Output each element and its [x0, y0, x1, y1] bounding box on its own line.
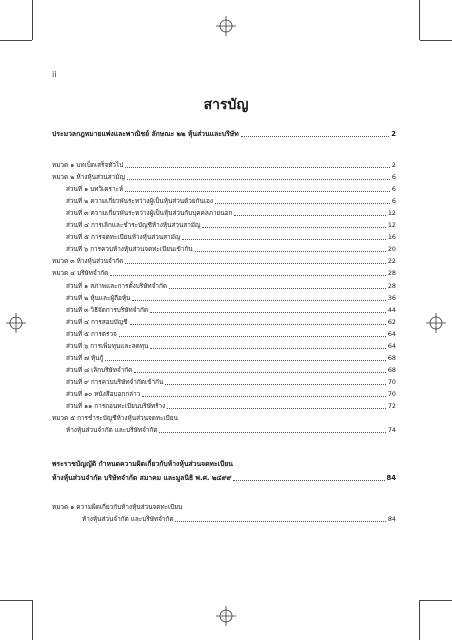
toc-page-number: 28	[387, 282, 396, 290]
toc-entry-section[interactable]	[66, 353, 396, 364]
toc-entry-text: ส่วนที่ ๑ บทวิเคราะห์	[66, 185, 124, 193]
toc-entry-text: หมวด ๑ ความผิดเกี่ยวกับห้างหุ้นส่วนจดทะเบียน	[52, 503, 183, 511]
toc-entry-section[interactable]	[66, 281, 396, 292]
leader-dots	[105, 360, 385, 361]
registration-mark-icon	[216, 606, 236, 626]
toc-entry-section[interactable]	[66, 232, 396, 243]
toc-page-number: 6	[391, 173, 396, 181]
page-title: สารบัญ	[203, 97, 249, 113]
leader-dots	[215, 203, 390, 204]
crop-mark	[32, 0, 33, 40]
toc-page-number: 12	[387, 209, 396, 217]
toc-entry-text: หมวด ๔ บริษัทจำกัด	[52, 269, 109, 277]
toc-entry-text: ส่วนที่ ๓ วิธีจัดการบริษัทจำกัด	[66, 306, 149, 314]
leader-dots	[130, 324, 386, 325]
toc-page-number: 84	[386, 474, 396, 482]
crop-mark	[0, 600, 32, 601]
toc-page-number: 6	[391, 197, 396, 205]
toc-entry-text: ห้างหุ้นส่วนจำกัด บริษัทจำกัด สมาคม และมูลนิธิ พ.ศ. ๒๔๙๙	[52, 474, 232, 482]
toc-entry-act-title[interactable]	[52, 459, 396, 470]
toc-page-number: 22	[387, 257, 396, 265]
leader-dots	[125, 191, 390, 192]
toc-entry-text: ห้างหุ้นส่วนจำกัด และบริษัทจำกัด	[66, 426, 158, 434]
toc-entry-text: ส่วนที่ ๑ สภาพและการตั้งบริษัทจำกัด	[66, 282, 167, 290]
registration-mark-icon	[426, 313, 446, 333]
toc-page-number: 28	[387, 269, 396, 277]
toc-entry-text: ส่วนที่ ๖ การเพิ่มทุนและลดทุน	[66, 342, 149, 350]
toc-page-number: 44	[387, 306, 396, 314]
toc-entry-chapter[interactable]	[52, 160, 396, 171]
toc-entry-text: ห้างหุ้นส่วนจำกัด และบริษัทจำกัด	[82, 515, 174, 523]
crop-mark	[420, 40, 452, 41]
toc-entry-text: ส่วนที่ ๗ หุ้นกู้	[66, 354, 104, 362]
crop-mark	[0, 40, 32, 41]
leader-dots	[150, 312, 386, 313]
toc-entry-text: หมวด ๓ ห้างหุ้นส่วนจำกัด	[52, 257, 124, 265]
leader-dots	[159, 432, 385, 433]
registration-mark-icon	[216, 16, 236, 36]
leader-dots	[125, 167, 390, 168]
toc-entry-section[interactable]	[66, 293, 396, 304]
toc-entry-section[interactable]	[66, 184, 396, 195]
toc-entry-chapter[interactable]	[52, 502, 396, 513]
toc-page-number: 2	[391, 130, 396, 138]
toc-entry-continuation[interactable]	[82, 514, 396, 525]
toc-entry-continuation[interactable]	[66, 425, 396, 436]
leader-dots	[142, 396, 386, 397]
page-number: ii	[52, 70, 57, 79]
leader-dots	[175, 521, 385, 522]
toc-entry-text: ส่วนที่ ๔ การสอบบัญชี	[66, 318, 128, 326]
toc-entry-law-title[interactable]	[52, 129, 396, 140]
toc-page-number: 64	[387, 342, 396, 350]
leader-dots	[110, 275, 386, 276]
leader-dots	[233, 480, 384, 481]
leader-dots	[195, 251, 386, 252]
leader-dots	[150, 348, 385, 349]
leader-dots	[182, 239, 386, 240]
toc-entry-text: ส่วนที่ ๑๐ หนังสือบอกกล่าว	[66, 390, 141, 398]
toc-page-number: 36	[387, 294, 396, 302]
toc-page-number: 64	[387, 330, 396, 338]
toc-page-number: 20	[387, 245, 396, 253]
toc-entry-section[interactable]	[66, 220, 396, 231]
toc-entry-act-title[interactable]	[52, 473, 396, 484]
leader-dots	[132, 300, 385, 301]
leader-dots	[127, 179, 390, 180]
toc-page-number: 74	[387, 426, 396, 434]
leader-dots	[165, 384, 386, 385]
toc-entry-chapter[interactable]	[52, 172, 396, 183]
toc-entry-section[interactable]	[66, 365, 396, 376]
crop-mark	[419, 600, 420, 640]
leader-dots	[234, 215, 385, 216]
toc-entry-chapter[interactable]	[52, 256, 396, 267]
toc-entry-text: ส่วนที่ ๑๑ การถอนทะเบียนบริษัทร้าง	[66, 402, 166, 410]
registration-mark-icon	[6, 313, 26, 333]
leader-dots	[119, 336, 386, 337]
toc-page-number: 2	[391, 161, 396, 169]
toc-entry-text: ส่วนที่ ๙ การควบบริษัทจำกัดเข้ากัน	[66, 378, 164, 386]
toc-entry-section[interactable]	[66, 401, 396, 412]
toc-page-number: 6	[391, 185, 396, 193]
toc-entry-text: ส่วนที่ ๘ เลิกบริษัทจำกัด	[66, 366, 133, 374]
toc-page-number: 68	[387, 354, 396, 362]
toc-entry-text: ส่วนที่ ๖ การควบห้างหุ้นส่วนจดทะเบียนเข้ากัน	[66, 245, 193, 253]
leader-dots	[241, 136, 390, 137]
toc-page-number: 70	[387, 390, 396, 398]
toc-entry-text: ส่วนที่ ๒ ความเกี่ยวพันระหว่างผู้เป็นหุ้นส่วนด้วยกันเอง	[66, 197, 214, 205]
crop-mark	[420, 600, 452, 601]
toc-entry-text: ส่วนที่ ๕ การจดทะเบียนห้างหุ้นส่วนสามัญ	[66, 233, 181, 241]
toc-page-number: 12	[387, 221, 396, 229]
toc-entry-text: ส่วนที่ ๕ การตรวจ	[66, 330, 117, 338]
crop-mark	[419, 0, 420, 40]
toc-entry-section[interactable]	[66, 329, 396, 340]
toc-entry-section[interactable]	[66, 341, 396, 352]
toc-entry-text: พระราชบัญญัติ กำหนดความผิดเกี่ยวกับห้างหุ้นส่วนจดทะเบียน	[52, 460, 233, 468]
crop-mark	[32, 600, 33, 640]
toc-entry-section[interactable]	[66, 208, 396, 219]
leader-dots	[202, 227, 385, 228]
toc-entry-section[interactable]	[66, 317, 396, 328]
toc-entry-section[interactable]	[66, 377, 396, 388]
leader-dots	[134, 372, 386, 373]
toc-entry-section[interactable]	[66, 244, 396, 255]
leader-dots	[167, 408, 386, 409]
toc-entry-text: หมวด ๑ บทเบ็ดเสร็จทั่วไป	[52, 161, 124, 169]
leader-dots	[169, 288, 386, 289]
toc-entry-text: ส่วนที่ ๓ ความเกี่ยวพันระหว่างผู้เป็นหุ้นส่วนกับบุคคลภายนอก	[66, 209, 233, 217]
toc-page-number: 16	[387, 233, 396, 241]
toc-page-number: 62	[387, 318, 396, 326]
toc-page-number: 72	[387, 402, 396, 410]
toc-entry-chapter[interactable]	[52, 268, 396, 279]
toc-entry-text: ประมวลกฎหมายแพ่งและพาณิชย์ ลักษณะ ๒๒ หุ้นส่วนและบริษัท	[52, 130, 239, 138]
toc-page-number: 68	[387, 366, 396, 374]
toc-page-number: 84	[387, 515, 396, 523]
toc-entry-text: หมวด ๒ ห้างหุ้นส่วนสามัญ	[52, 173, 125, 181]
toc-entry-text: ส่วนที่ ๒ หุ้นและผู้ถือหุ้น	[66, 294, 131, 302]
toc-entry-text: หมวด ๕ การชำระบัญชีห้างหุ้นส่วนจดทะเบียน	[52, 414, 178, 422]
leader-dots	[125, 263, 386, 264]
toc-entry-section[interactable]	[66, 389, 396, 400]
toc-entry-chapter[interactable]	[52, 413, 396, 424]
toc-page-number: 70	[387, 378, 396, 386]
toc-entry-section[interactable]	[66, 305, 396, 316]
toc-entry-text: ส่วนที่ ๔ การเลิกและชำระบัญชีห้างหุ้นส่วนสามัญ	[66, 221, 201, 229]
toc-entry-section[interactable]	[66, 196, 396, 207]
